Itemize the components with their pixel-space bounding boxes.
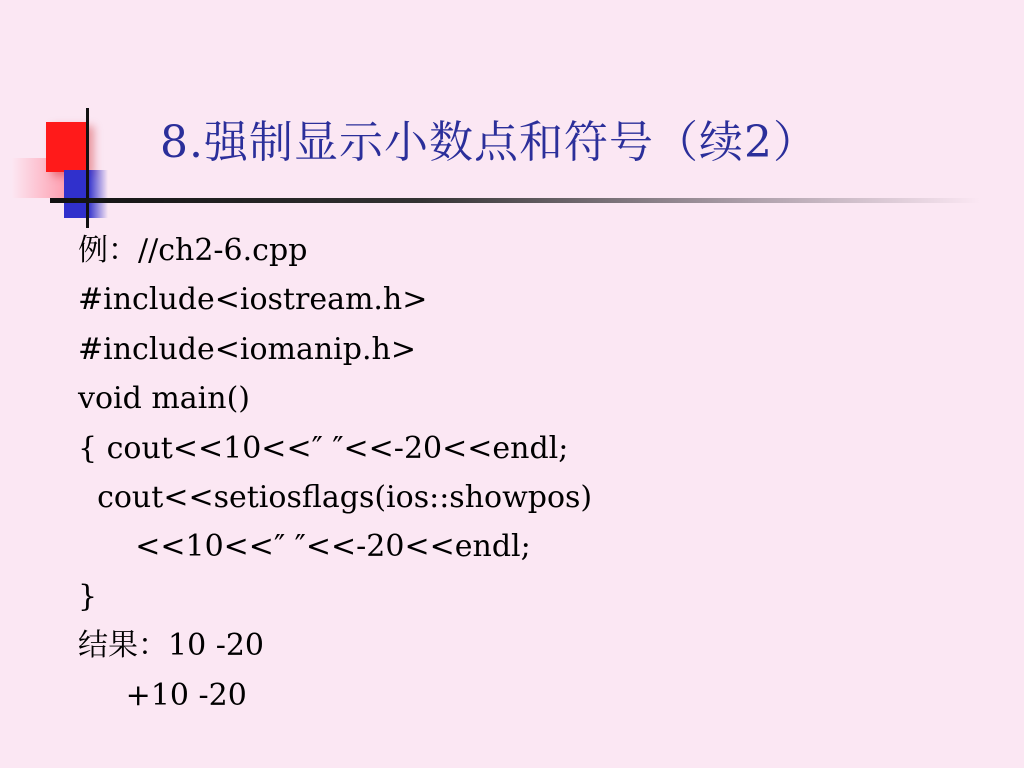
- decoration-red-block: [46, 122, 88, 172]
- code-line: cout<<setiosflags(ios::showpos): [78, 479, 593, 515]
- code-line: 例：//ch2-6.cpp: [78, 233, 308, 268]
- decoration-vertical-line: [86, 108, 89, 228]
- result-line: +10 -20: [78, 677, 247, 713]
- code-listing: [78, 226, 592, 720]
- code-line: #include<iostream.h>: [78, 282, 428, 318]
- code-line: { cout<<10<<″ ″<<-20<<endl;: [78, 430, 569, 466]
- result-line: 结果：10 -20: [78, 628, 265, 664]
- code-line: void main(): [78, 381, 251, 417]
- code-line: <<10<<″ ″<<-20<<endl;: [78, 529, 531, 565]
- slide-title: 8.强制显示小数点和符号（续2）: [160, 117, 818, 168]
- title-divider: [50, 198, 980, 203]
- slide-decoration: [0, 100, 140, 230]
- code-line: }: [78, 578, 98, 614]
- code-line: #include<iomanip.h>: [78, 331, 416, 367]
